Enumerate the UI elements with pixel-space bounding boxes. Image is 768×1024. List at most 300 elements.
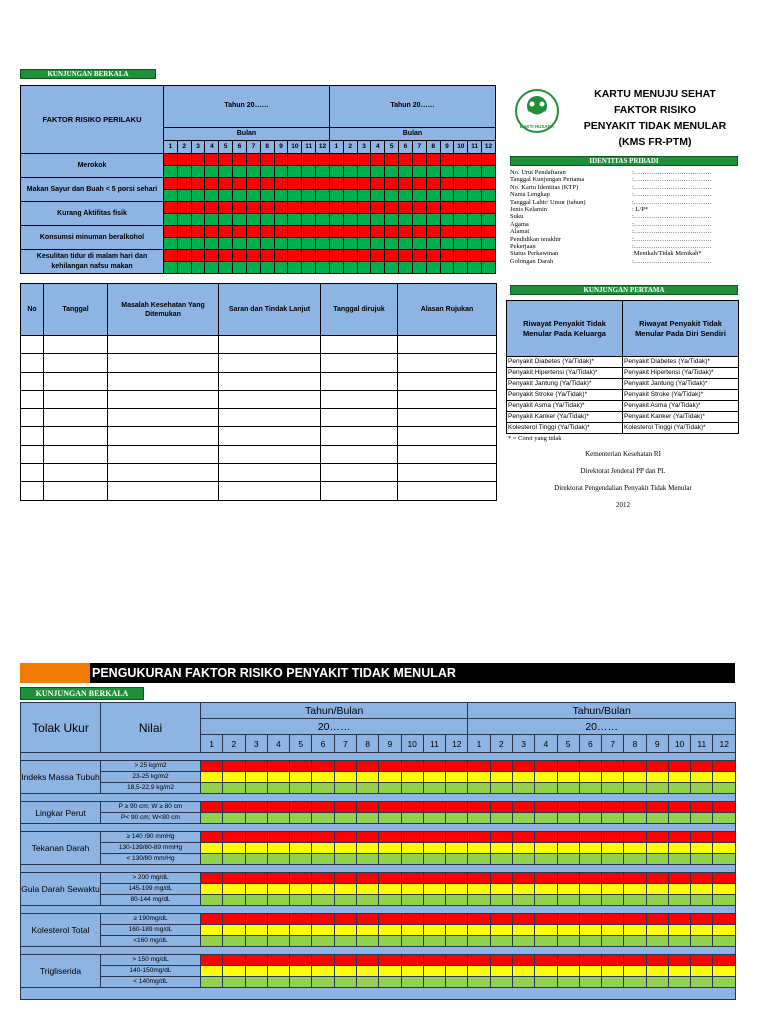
measure-cell[interactable] (490, 783, 512, 794)
measure-cell[interactable] (267, 966, 289, 977)
measure-cell[interactable] (668, 873, 690, 884)
measure-cell[interactable] (446, 936, 468, 947)
identitas-value[interactable]: :……………………………… (632, 235, 712, 243)
measure-cell[interactable] (267, 895, 289, 906)
measure-cell[interactable] (401, 936, 423, 947)
risk-cell-red[interactable] (164, 226, 178, 238)
risk-cell-red[interactable] (274, 250, 288, 262)
measure-cell[interactable] (245, 955, 267, 966)
risk-cell-red[interactable] (219, 250, 233, 262)
measure-cell[interactable] (468, 977, 490, 988)
risk-cell-green[interactable] (329, 262, 343, 274)
risk-cell-green[interactable] (219, 166, 233, 178)
risk-cell-green[interactable] (246, 238, 260, 250)
measure-cell[interactable] (535, 895, 557, 906)
measure-cell[interactable] (691, 832, 713, 843)
risk-cell-green[interactable] (454, 166, 468, 178)
measure-cell[interactable] (557, 914, 579, 925)
risk-cell-green[interactable] (274, 214, 288, 226)
risk-cell-green[interactable] (482, 166, 496, 178)
risk-cell-red[interactable] (468, 250, 482, 262)
measure-cell[interactable] (646, 854, 668, 865)
measure-cell[interactable] (602, 966, 624, 977)
measure-cell[interactable] (267, 802, 289, 813)
risk-cell-red[interactable] (454, 178, 468, 190)
risk-cell-red[interactable] (316, 202, 330, 214)
risk-cell-red[interactable] (357, 154, 371, 166)
measure-cell[interactable] (579, 873, 601, 884)
measure-cell[interactable] (334, 884, 356, 895)
risk-cell-green[interactable] (246, 262, 260, 274)
measure-cell[interactable] (646, 783, 668, 794)
measure-cell[interactable] (490, 925, 512, 936)
measure-cell[interactable] (602, 914, 624, 925)
visit-cell[interactable] (219, 372, 321, 390)
measure-cell[interactable] (312, 873, 334, 884)
risk-cell-red[interactable] (399, 178, 413, 190)
measure-cell[interactable] (267, 843, 289, 854)
measure-cell[interactable] (668, 955, 690, 966)
risk-cell-red[interactable] (219, 226, 233, 238)
visit-cell[interactable] (219, 354, 321, 372)
measure-cell[interactable] (624, 802, 646, 813)
measure-cell[interactable] (468, 873, 490, 884)
measure-cell[interactable] (401, 955, 423, 966)
risk-cell-green[interactable] (371, 166, 385, 178)
measure-cell[interactable] (579, 895, 601, 906)
risk-cell-green[interactable] (371, 238, 385, 250)
measure-cell[interactable] (535, 884, 557, 895)
measure-cell[interactable] (201, 914, 223, 925)
risk-cell-red[interactable] (205, 250, 219, 262)
risk-cell-green[interactable] (412, 190, 426, 202)
visit-cell[interactable] (44, 427, 108, 445)
identitas-value[interactable]: :……………………………… (632, 183, 712, 191)
measure-cell[interactable] (646, 966, 668, 977)
visit-cell[interactable] (219, 336, 321, 354)
risk-cell-green[interactable] (177, 262, 191, 274)
risk-cell-green[interactable] (357, 190, 371, 202)
measure-cell[interactable] (267, 854, 289, 865)
measure-cell[interactable] (379, 873, 401, 884)
risk-cell-green[interactable] (246, 214, 260, 226)
measure-cell[interactable] (290, 966, 312, 977)
risk-cell-green[interactable] (385, 190, 399, 202)
measure-cell[interactable] (312, 843, 334, 854)
visit-cell[interactable] (219, 445, 321, 463)
risk-cell-red[interactable] (426, 250, 440, 262)
measure-cell[interactable] (624, 783, 646, 794)
measure-cell[interactable] (691, 895, 713, 906)
riwayat-keluarga-item[interactable]: Penyakit Hipertensi (Ya/Tidak)* (507, 368, 623, 379)
risk-cell-green[interactable] (426, 166, 440, 178)
risk-cell-green[interactable] (288, 166, 302, 178)
riwayat-diri-item[interactable]: Penyakit Stroke (Ya/Tidak)* (623, 390, 739, 401)
measure-cell[interactable] (446, 925, 468, 936)
risk-cell-red[interactable] (343, 250, 357, 262)
measure-cell[interactable] (423, 802, 445, 813)
risk-cell-red[interactable] (357, 178, 371, 190)
measure-cell[interactable] (423, 772, 445, 783)
risk-cell-red[interactable] (177, 202, 191, 214)
risk-cell-red[interactable] (288, 250, 302, 262)
measure-cell[interactable] (334, 966, 356, 977)
measure-cell[interactable] (423, 832, 445, 843)
measure-cell[interactable] (624, 884, 646, 895)
visit-cell[interactable] (321, 354, 398, 372)
risk-cell-red[interactable] (482, 154, 496, 166)
measure-cell[interactable] (223, 802, 245, 813)
identitas-value[interactable]: :……………………………… (632, 191, 712, 199)
measure-cell[interactable] (423, 977, 445, 988)
risk-cell-red[interactable] (426, 154, 440, 166)
measure-cell[interactable] (512, 843, 534, 854)
measure-cell[interactable] (535, 813, 557, 824)
risk-cell-red[interactable] (426, 202, 440, 214)
risk-cell-red[interactable] (343, 178, 357, 190)
risk-cell-red[interactable] (260, 250, 274, 262)
risk-cell-green[interactable] (426, 214, 440, 226)
measure-cell[interactable] (334, 873, 356, 884)
risk-cell-red[interactable] (260, 226, 274, 238)
measure-cell[interactable] (290, 977, 312, 988)
visit-cell[interactable] (398, 372, 497, 390)
measure-cell[interactable] (423, 966, 445, 977)
measure-cell[interactable] (312, 813, 334, 824)
measure-cell[interactable] (312, 895, 334, 906)
measure-cell[interactable] (446, 854, 468, 865)
measure-cell[interactable] (512, 966, 534, 977)
risk-cell-green[interactable] (302, 262, 316, 274)
measure-cell[interactable] (668, 783, 690, 794)
measure-cell[interactable] (401, 854, 423, 865)
measure-cell[interactable] (401, 813, 423, 824)
risk-cell-green[interactable] (426, 262, 440, 274)
visit-cell[interactable] (108, 354, 219, 372)
risk-cell-red[interactable] (177, 226, 191, 238)
riwayat-diri-item[interactable]: Penyakit Hipertensi (Ya/Tidak)* (623, 368, 739, 379)
measure-cell[interactable] (290, 761, 312, 772)
risk-cell-green[interactable] (468, 214, 482, 226)
measure-cell[interactable] (602, 832, 624, 843)
measure-cell[interactable] (624, 925, 646, 936)
risk-cell-green[interactable] (454, 190, 468, 202)
measure-cell[interactable] (245, 843, 267, 854)
measure-cell[interactable] (423, 884, 445, 895)
visit-cell[interactable] (108, 464, 219, 482)
measure-cell[interactable] (312, 955, 334, 966)
measure-cell[interactable] (713, 925, 736, 936)
risk-cell-red[interactable] (191, 154, 205, 166)
measure-cell[interactable] (401, 966, 423, 977)
measure-cell[interactable] (602, 925, 624, 936)
measure-cell[interactable] (579, 813, 601, 824)
risk-cell-red[interactable] (205, 178, 219, 190)
measure-cell[interactable] (602, 854, 624, 865)
measure-cell[interactable] (646, 914, 668, 925)
measure-cell[interactable] (201, 843, 223, 854)
measure-cell[interactable] (535, 966, 557, 977)
risk-cell-green[interactable] (205, 262, 219, 274)
measure-cell[interactable] (624, 832, 646, 843)
risk-cell-red[interactable] (412, 154, 426, 166)
risk-cell-red[interactable] (302, 154, 316, 166)
risk-cell-green[interactable] (440, 166, 454, 178)
measure-cell[interactable] (624, 843, 646, 854)
measure-cell[interactable] (691, 884, 713, 895)
measure-cell[interactable] (379, 884, 401, 895)
measure-cell[interactable] (223, 936, 245, 947)
visit-cell[interactable] (21, 464, 44, 482)
risk-cell-red[interactable] (412, 202, 426, 214)
measure-cell[interactable] (691, 813, 713, 824)
measure-cell[interactable] (223, 955, 245, 966)
measure-cell[interactable] (201, 895, 223, 906)
risk-cell-red[interactable] (468, 226, 482, 238)
measure-cell[interactable] (535, 873, 557, 884)
measure-cell[interactable] (668, 914, 690, 925)
measure-cell[interactable] (713, 761, 736, 772)
risk-cell-green[interactable] (233, 214, 247, 226)
measure-cell[interactable] (691, 914, 713, 925)
identitas-value[interactable]: :……………………………… (632, 257, 712, 265)
risk-cell-red[interactable] (233, 178, 247, 190)
measure-cell[interactable] (356, 925, 378, 936)
visit-cell[interactable] (108, 482, 219, 500)
risk-cell-red[interactable] (357, 226, 371, 238)
risk-cell-green[interactable] (260, 214, 274, 226)
riwayat-keluarga-item[interactable]: Penyakit Asma (Ya/Tidak)* (507, 401, 623, 412)
measure-cell[interactable] (245, 783, 267, 794)
visit-cell[interactable] (44, 372, 108, 390)
measure-cell[interactable] (535, 761, 557, 772)
risk-cell-red[interactable] (177, 250, 191, 262)
measure-cell[interactable] (624, 955, 646, 966)
measure-cell[interactable] (401, 761, 423, 772)
measure-cell[interactable] (512, 854, 534, 865)
risk-cell-green[interactable] (468, 190, 482, 202)
risk-cell-green[interactable] (357, 166, 371, 178)
risk-cell-green[interactable] (426, 238, 440, 250)
measure-cell[interactable] (334, 936, 356, 947)
riwayat-keluarga-item[interactable]: Penyakit Jantung (Ya/Tidak)* (507, 379, 623, 390)
risk-cell-red[interactable] (205, 226, 219, 238)
risk-cell-red[interactable] (385, 202, 399, 214)
risk-cell-red[interactable] (371, 178, 385, 190)
measure-cell[interactable] (691, 925, 713, 936)
measure-cell[interactable] (602, 977, 624, 988)
risk-cell-green[interactable] (468, 262, 482, 274)
visit-cell[interactable] (219, 427, 321, 445)
visit-cell[interactable] (219, 390, 321, 408)
measure-cell[interactable] (668, 884, 690, 895)
risk-cell-green[interactable] (454, 214, 468, 226)
riwayat-keluarga-item[interactable]: Kolesterol Tinggi (Ya/Tidak)* (507, 423, 623, 434)
measure-cell[interactable] (223, 895, 245, 906)
visit-cell[interactable] (44, 445, 108, 463)
measure-cell[interactable] (379, 914, 401, 925)
measure-cell[interactable] (356, 761, 378, 772)
risk-cell-red[interactable] (357, 202, 371, 214)
measure-cell[interactable] (267, 884, 289, 895)
risk-cell-red[interactable] (246, 226, 260, 238)
risk-cell-red[interactable] (329, 154, 343, 166)
measure-cell[interactable] (557, 873, 579, 884)
measure-cell[interactable] (446, 977, 468, 988)
risk-cell-red[interactable] (329, 178, 343, 190)
risk-cell-red[interactable] (343, 154, 357, 166)
measure-cell[interactable] (512, 832, 534, 843)
risk-cell-green[interactable] (302, 166, 316, 178)
measure-cell[interactable] (223, 873, 245, 884)
risk-cell-red[interactable] (482, 178, 496, 190)
risk-cell-green[interactable] (302, 214, 316, 226)
risk-cell-red[interactable] (412, 178, 426, 190)
risk-cell-red[interactable] (233, 250, 247, 262)
measure-cell[interactable] (223, 761, 245, 772)
risk-cell-red[interactable] (385, 178, 399, 190)
risk-cell-red[interactable] (371, 202, 385, 214)
risk-cell-green[interactable] (219, 214, 233, 226)
risk-cell-red[interactable] (164, 250, 178, 262)
measure-cell[interactable] (245, 802, 267, 813)
risk-cell-green[interactable] (260, 166, 274, 178)
measure-cell[interactable] (334, 955, 356, 966)
measure-cell[interactable] (334, 854, 356, 865)
measure-cell[interactable] (423, 854, 445, 865)
measure-cell[interactable] (423, 813, 445, 824)
measure-cell[interactable] (423, 761, 445, 772)
measure-cell[interactable] (579, 966, 601, 977)
measure-cell[interactable] (356, 914, 378, 925)
measure-cell[interactable] (490, 966, 512, 977)
measure-cell[interactable] (490, 802, 512, 813)
risk-cell-red[interactable] (440, 250, 454, 262)
identitas-value[interactable]: :……………………………… (632, 220, 712, 228)
visit-cell[interactable] (398, 445, 497, 463)
risk-cell-green[interactable] (219, 190, 233, 202)
measure-cell[interactable] (468, 772, 490, 783)
risk-cell-green[interactable] (246, 166, 260, 178)
risk-cell-red[interactable] (329, 226, 343, 238)
riwayat-keluarga-item[interactable]: Penyakit Stroke (Ya/Tidak)* (507, 390, 623, 401)
measure-cell[interactable] (512, 761, 534, 772)
measure-cell[interactable] (512, 914, 534, 925)
measure-cell[interactable] (579, 955, 601, 966)
risk-cell-green[interactable] (205, 238, 219, 250)
visit-cell[interactable] (321, 464, 398, 482)
measure-cell[interactable] (446, 966, 468, 977)
risk-cell-red[interactable] (399, 202, 413, 214)
measure-cell[interactable] (602, 772, 624, 783)
measure-cell[interactable] (446, 832, 468, 843)
risk-cell-green[interactable] (482, 238, 496, 250)
risk-cell-green[interactable] (412, 166, 426, 178)
measure-cell[interactable] (379, 854, 401, 865)
risk-cell-green[interactable] (177, 214, 191, 226)
measure-cell[interactable] (691, 854, 713, 865)
risk-cell-red[interactable] (288, 154, 302, 166)
measure-cell[interactable] (379, 895, 401, 906)
measure-cell[interactable] (557, 832, 579, 843)
risk-cell-green[interactable] (343, 166, 357, 178)
visit-cell[interactable] (219, 464, 321, 482)
measure-cell[interactable] (446, 955, 468, 966)
measure-cell[interactable] (201, 813, 223, 824)
measure-cell[interactable] (401, 843, 423, 854)
measure-cell[interactable] (423, 895, 445, 906)
measure-cell[interactable] (535, 802, 557, 813)
measure-cell[interactable] (579, 977, 601, 988)
measure-cell[interactable] (535, 854, 557, 865)
measure-cell[interactable] (557, 802, 579, 813)
measure-cell[interactable] (290, 832, 312, 843)
measure-cell[interactable] (334, 895, 356, 906)
risk-cell-red[interactable] (357, 250, 371, 262)
risk-cell-green[interactable] (177, 166, 191, 178)
measure-cell[interactable] (290, 895, 312, 906)
risk-cell-green[interactable] (399, 190, 413, 202)
risk-cell-red[interactable] (371, 226, 385, 238)
measure-cell[interactable] (401, 802, 423, 813)
measure-cell[interactable] (356, 895, 378, 906)
visit-cell[interactable] (44, 354, 108, 372)
measure-cell[interactable] (579, 884, 601, 895)
measure-cell[interactable] (602, 955, 624, 966)
measure-cell[interactable] (668, 966, 690, 977)
risk-cell-red[interactable] (316, 250, 330, 262)
measure-cell[interactable] (245, 813, 267, 824)
risk-cell-green[interactable] (468, 166, 482, 178)
risk-cell-red[interactable] (260, 178, 274, 190)
measure-cell[interactable] (267, 977, 289, 988)
risk-cell-red[interactable] (164, 154, 178, 166)
measure-cell[interactable] (245, 936, 267, 947)
identitas-value[interactable]: :……………………………… (632, 213, 712, 221)
measure-cell[interactable] (579, 783, 601, 794)
measure-cell[interactable] (691, 873, 713, 884)
measure-cell[interactable] (557, 884, 579, 895)
measure-cell[interactable] (423, 914, 445, 925)
risk-cell-red[interactable] (482, 226, 496, 238)
visit-cell[interactable] (321, 409, 398, 427)
measure-cell[interactable] (423, 955, 445, 966)
risk-cell-red[interactable] (343, 226, 357, 238)
risk-cell-green[interactable] (191, 262, 205, 274)
measure-cell[interactable] (446, 802, 468, 813)
riwayat-diri-item[interactable]: Penyakit Jantung (Ya/Tidak)* (623, 379, 739, 390)
measure-cell[interactable] (713, 832, 736, 843)
measure-cell[interactable] (490, 854, 512, 865)
measure-cell[interactable] (512, 802, 534, 813)
visit-cell[interactable] (21, 336, 44, 354)
identitas-value[interactable]: :……………………………… (632, 243, 712, 251)
risk-cell-green[interactable] (454, 238, 468, 250)
visit-cell[interactable] (108, 390, 219, 408)
risk-cell-red[interactable] (454, 202, 468, 214)
measure-cell[interactable] (401, 884, 423, 895)
measure-cell[interactable] (223, 783, 245, 794)
measure-cell[interactable] (691, 936, 713, 947)
risk-cell-red[interactable] (454, 154, 468, 166)
visit-cell[interactable] (108, 445, 219, 463)
risk-cell-red[interactable] (440, 202, 454, 214)
visit-cell[interactable] (398, 464, 497, 482)
measure-cell[interactable] (490, 813, 512, 824)
measure-cell[interactable] (356, 936, 378, 947)
risk-cell-red[interactable] (412, 250, 426, 262)
measure-cell[interactable] (334, 761, 356, 772)
